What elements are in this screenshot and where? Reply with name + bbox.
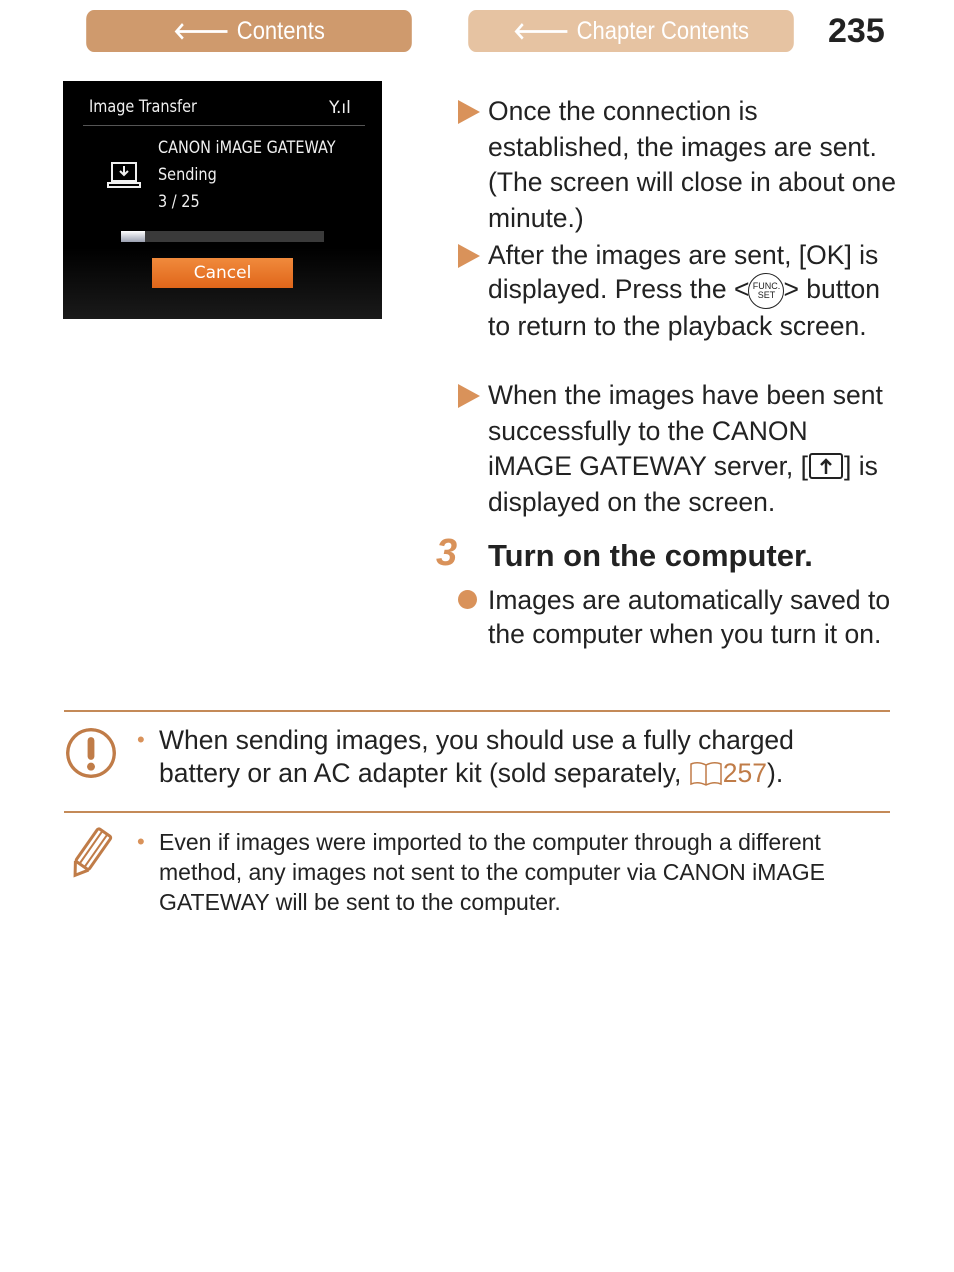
step-number: 3: [436, 532, 458, 574]
chapter-contents-button[interactable]: [468, 10, 794, 52]
divider: [83, 125, 365, 126]
instruction-2-text-b: > button to return to the playback screen.: [488, 274, 880, 341]
status-label: Sending: [158, 165, 217, 185]
set-icon-label: SET: [757, 290, 776, 300]
note-bullet: •: [137, 829, 145, 854]
pencil-icon: [66, 826, 114, 882]
circle-bullet-icon: [458, 590, 477, 609]
instruction-3: [488, 378, 898, 520]
instruction-2: [488, 238, 898, 343]
transfer-progress-bar: [121, 231, 324, 242]
transfer-count: 3 / 25: [158, 192, 200, 212]
camera-screen: [63, 81, 382, 319]
contents-label: Contents: [236, 16, 325, 45]
instruction-1: Once the connection is established, the images are sent. (The screen will close in about one minute.): [488, 96, 897, 233]
func-set-button-icon: [748, 273, 784, 309]
instruction-3-text-b: ] is displayed on the screen.: [488, 451, 878, 517]
triangle-bullet-icon: [458, 384, 480, 408]
destination-label: CANON iMAGE GATEWAY: [158, 138, 336, 158]
contents-button[interactable]: [86, 10, 412, 52]
upload-complete-icon: [809, 453, 843, 479]
page-number: 235: [828, 12, 885, 50]
cancel-button: Cancel: [152, 258, 293, 288]
func-icon-label: FUNC.: [752, 281, 781, 291]
instruction-3-text-a: When the images have been sent successfully to the CANON iMAGE GATEWAY server, [: [488, 380, 883, 481]
triangle-bullet-icon: [458, 100, 480, 124]
triangle-bullet-icon: [458, 244, 480, 268]
note-bullet: •: [137, 727, 145, 752]
transfer-progress-fill: [121, 231, 145, 242]
divider: [64, 811, 890, 813]
step-3-detail: Images are automatically saved to the computer when you turn it on.: [488, 585, 891, 649]
divider: [64, 710, 890, 712]
caution-end: ).: [767, 758, 784, 788]
page-reference-number: 257: [722, 758, 768, 788]
back-arrow-icon: 🡐: [173, 18, 230, 45]
signal-strength-icon: Y.ıl: [329, 98, 351, 118]
tip-note: Even if images were imported to the computer through a different method, any images not sent to the computer via CANON iMAGE GATEWAY will be sent to the computer.: [159, 829, 826, 915]
caution-note: [159, 724, 879, 790]
chapter-contents-label: Chapter Contents: [576, 16, 750, 45]
caution-icon: [66, 728, 116, 778]
camera-screen-title: Image Transfer: [89, 97, 197, 117]
page-reference-link[interactable]: [689, 758, 767, 788]
back-arrow-icon: 🡐: [512, 18, 570, 45]
instruction-2-text-a: After the images are sent, [OK] is displayed. Press the <: [488, 240, 879, 304]
step-title: Turn on the computer.: [488, 538, 813, 573]
book-icon: [689, 760, 723, 786]
computer-transfer-icon: [107, 159, 141, 193]
caution-text: When sending images, you should use a fully charged battery or an AC adapter kit (sold separately,: [159, 725, 794, 788]
